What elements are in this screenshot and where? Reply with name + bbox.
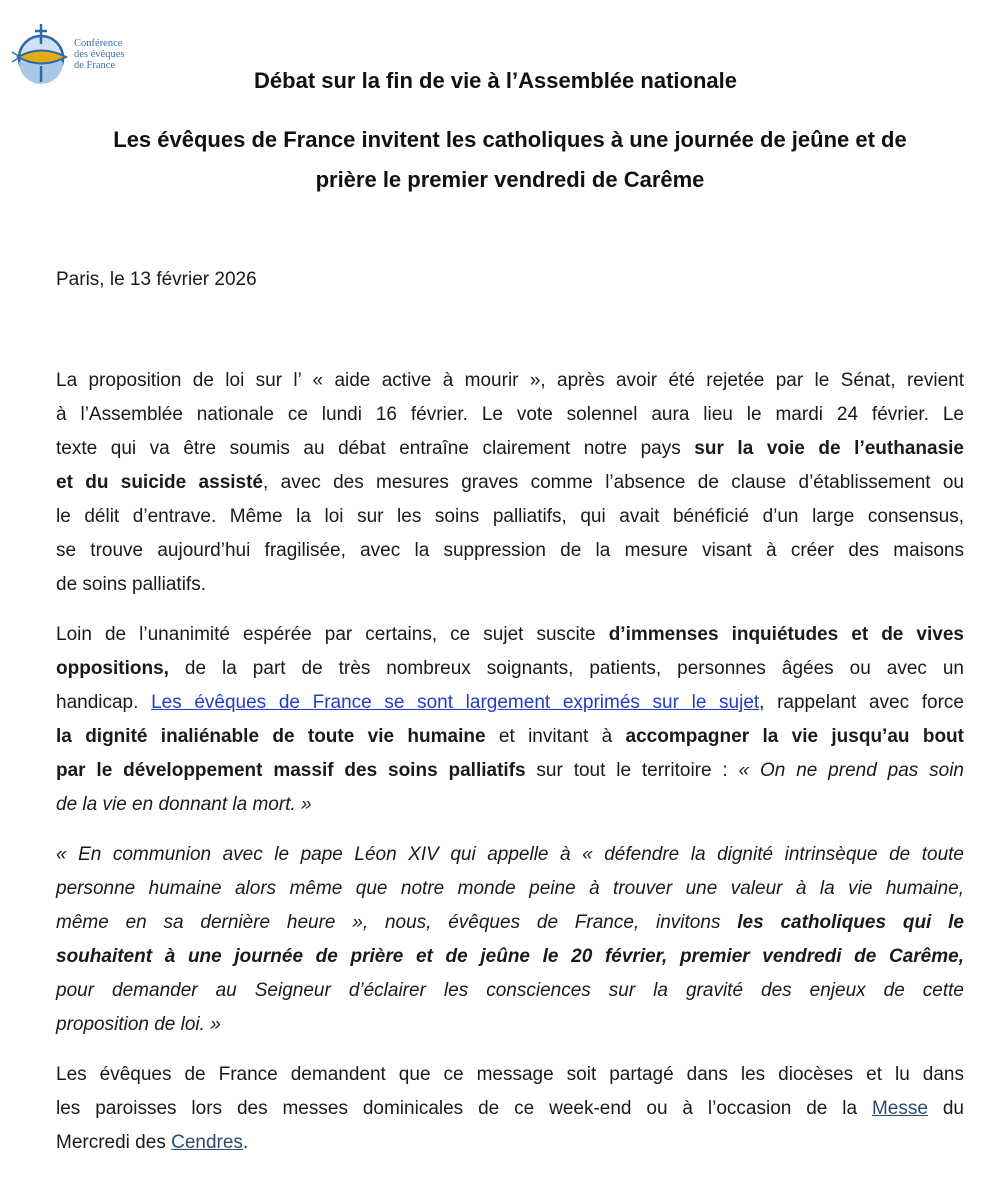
bishops-statements-link[interactable]: Les évêques de France se sont largement exprimés sur le sujet [151,692,760,713]
p2-bold-text: d’immenses inquiétudes et de vives [608,624,964,645]
p3-italic-text: « En communion avec le pape Léon XIV qui appelle à « défendre la dignité intrinsèque de toute [56,844,964,865]
p2-text: sur tout le territoire : [525,760,739,781]
p3-line [56,940,964,974]
p1-line: La proposition de loi sur l’ « aide active à mourir », après avoir été rejetée par le Sénat, revient [56,370,964,391]
p2-line [56,788,964,822]
p3-line [56,872,964,906]
p4-text: . [242,1132,249,1153]
p1-line: le délit d’entrave. Même la loi sur les soins palliatifs, qui avait bénéficié d’un large consensus, [56,506,964,527]
cendres-link[interactable]: Cendres [171,1132,243,1153]
p3-bold-italic-text: souhaitent à une journée de prière et de jeûne le 20 février, premier vendredi de Carême, [56,946,964,967]
logo-line-2: des évêques [74,49,125,60]
p3-italic-text: même en sa dernière heure », nous, évêques de France, invitons [56,912,738,933]
p1-bold-text: et du suicide assisté [56,472,264,493]
p3-line [56,838,964,872]
subtitle-line-1: Les évêques de France invitent les catholiques à une journée de jeûne et de [113,127,907,152]
document-title: Débat sur la fin de vie à l’Assemblée nationale [254,68,737,93]
p1-line [56,432,964,466]
subtitle-line-2: prière le premier vendredi de Carême [315,167,705,192]
p3-italic-text: proposition de loi. » [56,1014,221,1035]
p3-italic-text: pour demander au Seigneur d’éclairer les consciences sur la gravité des enjeux de cette [56,980,964,1001]
date-line: Paris, le 13 février 2026 [56,269,257,290]
p4-text: les paroisses lors des messes dominicales de ce week-end ou à l’occasion de la [56,1098,872,1119]
p3-line [56,1008,964,1042]
paragraph-1 [56,364,964,602]
p3-line [56,974,964,1008]
logo-line-3: de France [74,60,116,71]
p2-line [56,720,964,754]
p2-text: handicap. [56,692,152,713]
p4-line [56,1126,964,1160]
p2-bold-text: accompagner la vie jusqu’au bout [625,726,964,747]
paragraph-2 [56,618,964,822]
p1-line: à l’Assemblée nationale ce lundi 16 février. Le vote solennel aura lieu le mardi 24 février. Le [56,404,964,425]
paragraph-3-quote [56,838,964,1042]
paragraph-4 [56,1058,964,1160]
p3-bold-italic-text: les catholiques qui le [737,912,964,933]
p2-line [56,618,964,652]
p4-text: Mercredi des [56,1132,172,1153]
messe-link[interactable]: Messe [871,1098,928,1119]
p1-text: texte qui va être soumis au débat entraîne clairement notre pays [56,438,695,459]
p2-line [56,686,964,720]
p4-line [56,1092,964,1126]
p2-bold-text: oppositions, [56,658,169,679]
p1-bold-text: sur la voie de l’euthanasie [694,438,964,459]
p2-text: , rappelant avec force [759,692,965,713]
p2-text: et invitant à [485,726,626,747]
p3-line [56,906,964,940]
p2-line [56,754,964,788]
p2-text: Loin de l’unanimité espérée par certains, ce sujet suscite [56,624,609,645]
p3-italic-text: personne humaine alors même que notre monde peine à trouver une valeur à la vie humaine, [56,878,964,899]
p2-bold-text: la dignité inaliénable de toute vie humaine [56,726,486,747]
p1-text: , avec des mesures graves comme l’absence de clause d’établissement ou [263,472,964,493]
logo-line-1: Conférence [74,38,123,49]
p1-line: de soins palliatifs. [56,574,206,595]
document-subtitle [60,120,960,200]
p4-text: du [927,1098,964,1119]
p2-text: de la part de très nombreux soignants, patients, personnes âgées ou avec un [168,658,964,679]
p4-line: Les évêques de France demandent que ce message soit partagé dans les diocèses et lu dans [56,1064,964,1085]
p2-italic-text: de la vie en donnant la mort. » [56,794,312,815]
p2-italic-text: « On ne prend pas soin [738,760,964,781]
p2-bold-text: par le développement massif des soins palliatifs [56,760,526,781]
p1-line [56,466,964,500]
p2-line [56,652,964,686]
p1-line: se trouve aujourd’hui fragilisée, avec la suppression de la mesure visant à créer des maisons [56,540,964,561]
